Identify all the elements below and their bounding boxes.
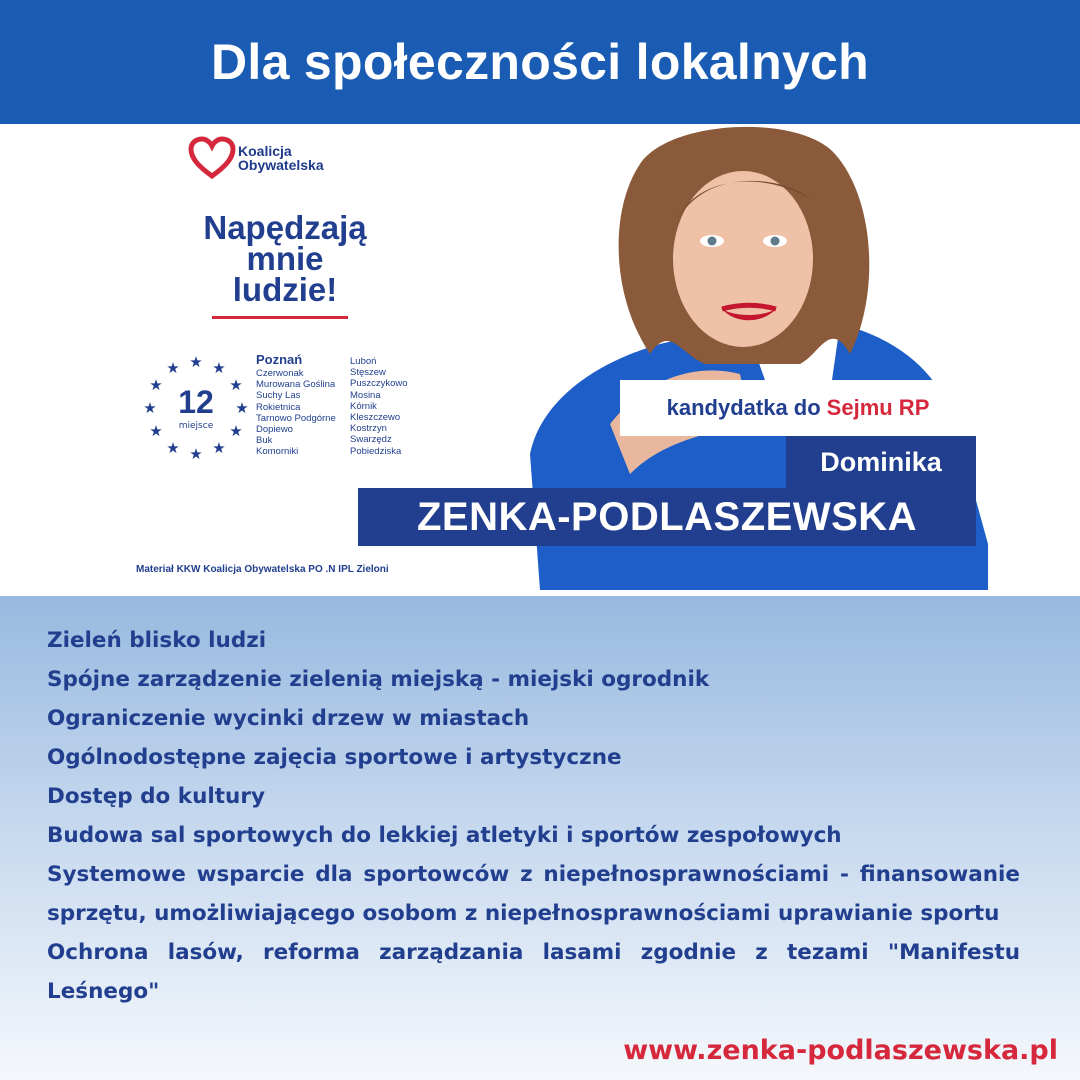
list-item: Budowa sal sportowych do lekkiej atletyki i sportów zespołowych [47,823,842,848]
list-item: Systemowe wsparcie dla sportowców z niepełnosprawnościami - finansowanie sprzętu, umożliwiającego osobom z niepełnosprawnościami uprawianie sportu [47,862,1020,926]
heart-icon [188,136,236,180]
list-item: Spójne zarządzenie zielenią miejską - miejski ogrodnik [47,667,710,692]
candidate-first-name: Dominika [786,436,976,488]
towns-list-2: Luboń Stęszew Puszczykowo Mosina Kórnik Kleszczewo Kostrzyn Swarzędz Pobiedziska [350,356,408,457]
svg-text:★: ★ [212,439,226,457]
program-list [47,621,1020,1011]
footnote: Materiał KKW Koalicja Obywatelska PO .N IPL Zieloni [136,564,389,575]
list-item: Ogólnodostępne zajęcia sportowe i artystyczne [47,745,622,770]
svg-text:★: ★ [229,422,243,440]
svg-text:★: ★ [235,399,249,417]
slogan: Napędzają mnie ludzie! [203,209,367,308]
list-item: Ochrona lasów, reforma zarządzania lasami zgodnie z tezami "Manifestu Leśnego" [47,940,1020,1004]
svg-text:★: ★ [166,359,180,377]
slogan-underline [212,316,348,319]
website-link[interactable]: www.zenka-podlaszewska.pl [623,1035,1058,1066]
logo-text: Koalicja Obywatelska [238,143,324,173]
svg-text:★: ★ [149,376,163,394]
svg-text:★: ★ [189,445,203,463]
svg-text:★: ★ [166,439,180,457]
list-place-label: miejsce [178,421,214,431]
svg-text:★: ★ [229,376,243,394]
svg-text:★: ★ [212,359,226,377]
page-title: Dla społeczności lokalnych [210,34,870,90]
list-item: Ograniczenie wycinki drzew w miastach [47,706,530,731]
list-item: Zieleń blisko ludzi [47,628,267,653]
candidate-label: kandydatka do Sejmu RP [620,380,976,436]
towns-list-1: Poznań Czerwonak Murowana Goślina Suchy Las Rokietnica Tarnowo Podgórne Dopiewo Buk Komorniki [256,352,336,458]
list-item: Dostęp do kultury [47,784,265,809]
candidate-last-name: ZENKA-PODLASZEWSKA [358,488,976,546]
header-bar [0,0,1080,124]
campaign-banner [0,124,1080,596]
list-place-number: 12 [178,384,214,420]
party-logo [188,136,324,180]
svg-text:★: ★ [189,353,203,371]
program-section [0,596,1080,1080]
svg-text:★: ★ [149,422,163,440]
svg-text:★: ★ [143,399,157,417]
